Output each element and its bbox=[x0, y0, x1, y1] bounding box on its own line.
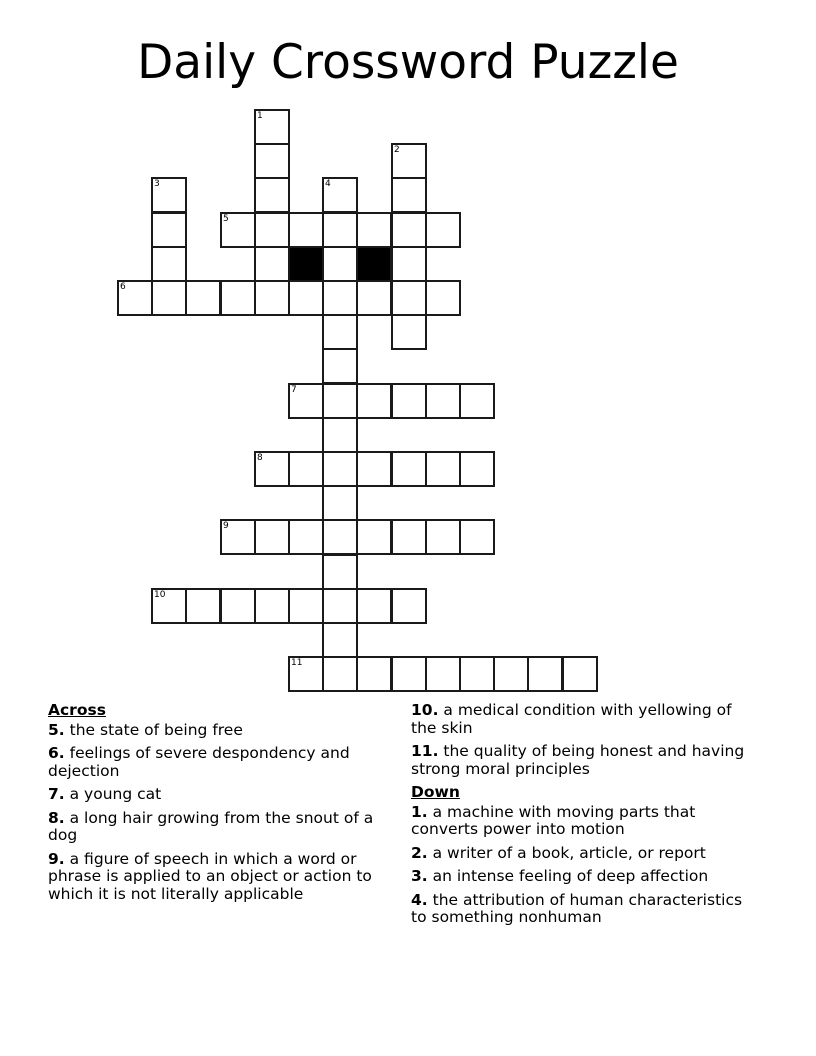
cell-number: 11 bbox=[291, 658, 303, 668]
clue-text: a long hair growing from the snout of a dog bbox=[48, 808, 374, 844]
grid-cell[interactable] bbox=[185, 280, 221, 316]
page-title: Daily Crossword Puzzle bbox=[137, 35, 679, 90]
clue-number: 5. bbox=[48, 720, 65, 739]
down-clue-2 bbox=[411, 845, 761, 863]
grid-cell[interactable] bbox=[425, 212, 461, 248]
grid-cell[interactable] bbox=[425, 656, 461, 692]
cell-number: 4 bbox=[325, 179, 331, 189]
clue-text: the state of being free bbox=[69, 720, 243, 739]
clues-right-column bbox=[411, 702, 761, 933]
grid-cell[interactable] bbox=[459, 383, 495, 419]
grid-cell[interactable] bbox=[288, 451, 324, 487]
cell-number: 5 bbox=[223, 214, 229, 224]
grid-cell[interactable] bbox=[151, 212, 187, 248]
grid-cell[interactable] bbox=[356, 588, 392, 624]
across-clue-11 bbox=[411, 743, 761, 778]
grid-cell[interactable] bbox=[562, 656, 598, 692]
grid-cell[interactable] bbox=[356, 383, 392, 419]
grid-cell[interactable] bbox=[425, 383, 461, 419]
grid-cell[interactable] bbox=[254, 519, 290, 555]
grid-cell[interactable] bbox=[322, 417, 358, 453]
cell-number: 8 bbox=[257, 453, 263, 463]
grid-cell[interactable] bbox=[151, 246, 187, 282]
grid-cell[interactable] bbox=[322, 383, 358, 419]
clues-left-column bbox=[48, 702, 393, 909]
grid-cell[interactable] bbox=[288, 212, 324, 248]
across-clue-6 bbox=[48, 745, 393, 780]
across-clue-9 bbox=[48, 851, 393, 904]
grid-cell[interactable] bbox=[185, 588, 221, 624]
grid-cell[interactable] bbox=[254, 246, 290, 282]
grid-cell[interactable] bbox=[356, 280, 392, 316]
grid-cell-6[interactable] bbox=[117, 280, 153, 316]
grid-cell-8[interactable] bbox=[254, 451, 290, 487]
grid-cell-4[interactable] bbox=[322, 177, 358, 213]
grid-cell[interactable] bbox=[391, 451, 427, 487]
grid-cell[interactable] bbox=[391, 656, 427, 692]
grid-cell[interactable] bbox=[459, 656, 495, 692]
grid-cell[interactable] bbox=[288, 519, 324, 555]
grid-cell[interactable] bbox=[322, 588, 358, 624]
grid-cell[interactable] bbox=[220, 280, 256, 316]
clue-number: 7. bbox=[48, 785, 65, 803]
grid-cell[interactable] bbox=[391, 314, 427, 350]
grid-cell[interactable] bbox=[391, 383, 427, 419]
grid-cell-3[interactable] bbox=[151, 177, 187, 213]
across-clue-5 bbox=[48, 722, 393, 740]
clue-number: 3. bbox=[411, 867, 428, 885]
down-clue-4 bbox=[411, 892, 761, 927]
grid-cell[interactable] bbox=[459, 519, 495, 555]
cell-number: 2 bbox=[394, 145, 400, 155]
grid-cell[interactable] bbox=[254, 588, 290, 624]
grid-cell[interactable] bbox=[322, 280, 358, 316]
grid-cell[interactable] bbox=[322, 519, 358, 555]
across-clue-10 bbox=[411, 702, 761, 737]
grid-cell[interactable] bbox=[288, 280, 324, 316]
grid-cell[interactable] bbox=[493, 656, 529, 692]
black-cell bbox=[288, 246, 324, 282]
cell-number: 10 bbox=[154, 590, 166, 600]
grid-cell[interactable] bbox=[288, 588, 324, 624]
down-clue-3 bbox=[411, 868, 761, 886]
cell-number: 1 bbox=[257, 111, 263, 121]
grid-cell[interactable] bbox=[151, 280, 187, 316]
clue-number: 4. bbox=[411, 890, 428, 909]
grid-cell[interactable] bbox=[425, 280, 461, 316]
grid-cell-9[interactable] bbox=[220, 519, 256, 555]
cell-number: 9 bbox=[223, 521, 229, 531]
grid-cell[interactable] bbox=[391, 280, 427, 316]
grid-cell[interactable] bbox=[459, 451, 495, 487]
cell-number: 7 bbox=[291, 385, 297, 395]
grid-cell[interactable] bbox=[254, 212, 290, 248]
grid-cell[interactable] bbox=[322, 451, 358, 487]
clue-number: 2. bbox=[411, 843, 428, 862]
grid-cell[interactable] bbox=[425, 519, 461, 555]
grid-cell[interactable] bbox=[322, 554, 358, 590]
grid-cell[interactable] bbox=[391, 212, 427, 248]
grid-cell[interactable] bbox=[356, 212, 392, 248]
grid-cell-7[interactable] bbox=[288, 383, 324, 419]
grid-cell[interactable] bbox=[322, 485, 358, 521]
cell-number: 6 bbox=[120, 282, 126, 292]
clue-text: an intense feeling of deep affection bbox=[432, 867, 709, 885]
clue-number: 10. bbox=[411, 701, 439, 719]
grid-cell[interactable] bbox=[322, 246, 358, 282]
grid-cell-1[interactable] bbox=[254, 109, 290, 145]
clue-number: 8. bbox=[48, 808, 65, 827]
clue-text: a young cat bbox=[69, 785, 162, 803]
grid-cell-10[interactable] bbox=[151, 588, 187, 624]
grid-cell[interactable] bbox=[356, 451, 392, 487]
black-cell bbox=[356, 246, 392, 282]
clue-text: feelings of severe despondency and dejection bbox=[48, 744, 350, 780]
grid-cell[interactable] bbox=[391, 588, 427, 624]
grid-cell[interactable] bbox=[322, 348, 358, 384]
across-clue-8 bbox=[48, 810, 393, 845]
grid-cell[interactable] bbox=[220, 588, 256, 624]
clue-number: 1. bbox=[411, 802, 428, 821]
clue-number: 6. bbox=[48, 744, 65, 762]
across-heading: Across bbox=[48, 701, 106, 719]
grid-cell[interactable] bbox=[391, 519, 427, 555]
grid-cell-11[interactable] bbox=[288, 656, 324, 692]
clue-text: the attribution of human characteristics to something nonhuman bbox=[411, 890, 743, 926]
clue-text: a figure of speech in which a word or phrase is applied to an object or action to which it is not literally applicable bbox=[48, 849, 372, 903]
grid-cell[interactable] bbox=[254, 177, 290, 213]
grid-cell[interactable] bbox=[322, 314, 358, 350]
grid-cell[interactable] bbox=[254, 143, 290, 179]
grid-cell[interactable] bbox=[254, 280, 290, 316]
grid-cell[interactable] bbox=[527, 656, 563, 692]
grid-cell[interactable] bbox=[322, 212, 358, 248]
grid-cell[interactable] bbox=[425, 451, 461, 487]
clue-text: the quality of being honest and having strong moral principles bbox=[411, 742, 745, 778]
grid-cell-5[interactable] bbox=[220, 212, 256, 248]
cell-number: 3 bbox=[154, 179, 160, 189]
grid-cell[interactable] bbox=[322, 622, 358, 658]
grid-cell[interactable] bbox=[322, 656, 358, 692]
down-heading: Down bbox=[411, 783, 460, 801]
clue-text: a writer of a book, article, or report bbox=[432, 843, 706, 862]
grid-cell[interactable] bbox=[391, 177, 427, 213]
clue-text: a medical condition with yellowing of the skin bbox=[411, 701, 732, 737]
down-clue-1 bbox=[411, 804, 761, 839]
grid-cell[interactable] bbox=[356, 656, 392, 692]
grid-cell[interactable] bbox=[391, 246, 427, 282]
clue-number: 9. bbox=[48, 849, 65, 868]
grid-cell-2[interactable] bbox=[391, 143, 427, 179]
grid-cell[interactable] bbox=[356, 519, 392, 555]
clue-number: 11. bbox=[411, 742, 439, 760]
across-clue-7 bbox=[48, 786, 393, 804]
clue-text: a machine with moving parts that converts power into motion bbox=[411, 802, 696, 838]
